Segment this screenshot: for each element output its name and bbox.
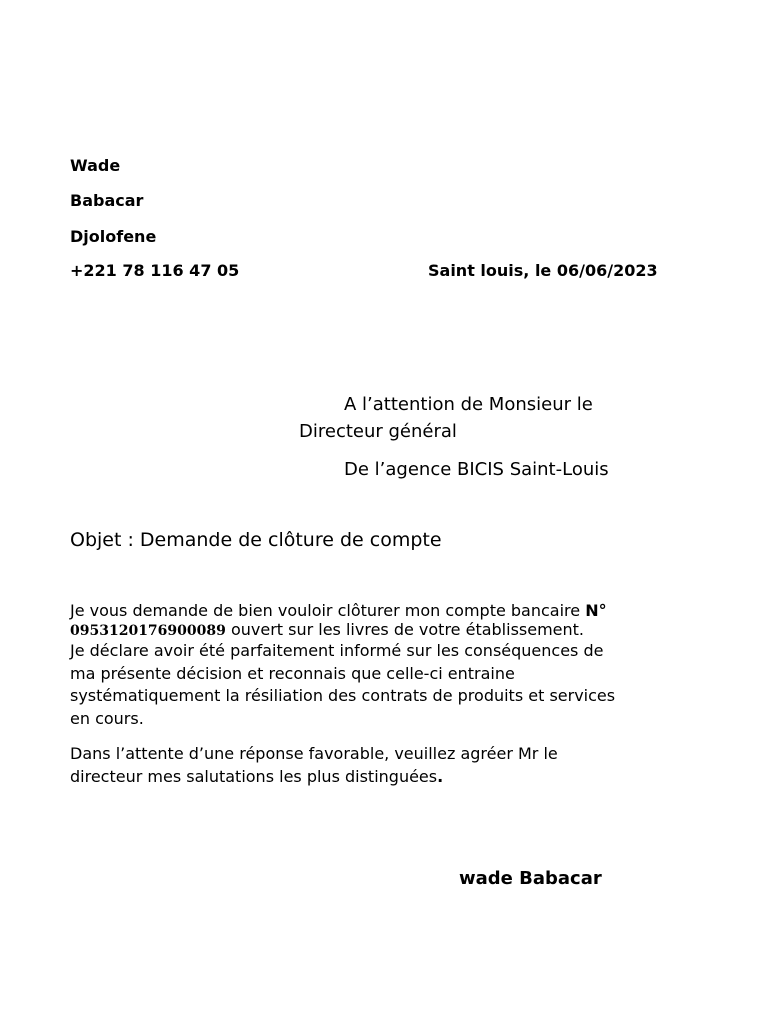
subject-line: Objet : Demande de clôture de compte (70, 529, 442, 551)
recipient-line-3: De l’agence BICIS Saint-Louis (344, 459, 609, 480)
sender-phone: +221 78 116 47 05 (70, 261, 240, 280)
body-p2-line-4: en cours. (70, 708, 144, 728)
account-number-label: N° (585, 601, 607, 620)
body-p1-text: Je vous demande de bien vouloir clôturer mon compte bancaire (70, 601, 586, 620)
body-paragraph-1 (70, 600, 695, 642)
body-paragraph-2 (70, 640, 695, 730)
date-place: Saint louis, le 06/06/2023 (428, 261, 658, 280)
sender-first-name: Babacar (70, 191, 144, 210)
recipient-line-2: Directeur général (299, 421, 457, 442)
body-p3-period: . (437, 766, 444, 786)
sender-address: Djolofene (70, 227, 157, 246)
account-number: 0953120176900089 (70, 623, 226, 639)
body-paragraph-3 (70, 743, 695, 788)
body-p2-line-1: Je déclare avoir été parfaitement informé sur les conséquences de (70, 641, 604, 660)
body-p2-line-3: systématiquement la résiliation des contrats de produits et services (70, 686, 616, 705)
sender-last-name: Wade (70, 156, 121, 175)
body-p1-line-2 (70, 619, 695, 642)
body-p3-text: directeur mes salutations les plus distinguées (70, 766, 438, 786)
signature-name: wade Babacar (459, 868, 602, 889)
recipient-line-1: A l’attention de Monsieur le (344, 394, 593, 415)
body-p2-line-2: ma présente décision et reconnais que celle-ci entraine (70, 663, 515, 683)
body-p1-continuation: ouvert sur les livres de votre établissement. (225, 620, 585, 639)
body-p3-line-2 (70, 766, 695, 789)
body-p3-line-1: Dans l’attente d’une réponse favorable, veuillez agréer Mr le (70, 744, 558, 763)
